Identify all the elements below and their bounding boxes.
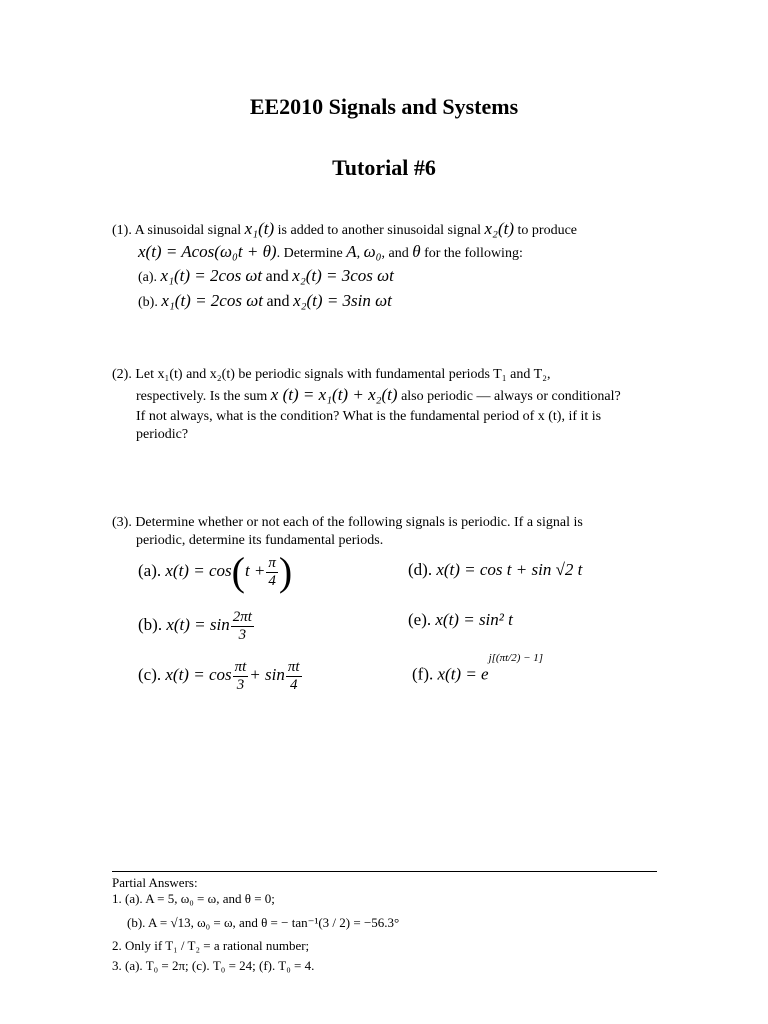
q1-line2: x(t) = Acos(ω₀t + θ). Determine A, ω₀, and θ for the following: (138, 242, 523, 261)
q1-part-b-x2: x₂(t) = 3sin ωt (293, 291, 392, 310)
q1-part-b-label: (b). (138, 295, 158, 310)
q2-line1: (2). Let x₁(t) and x₂(t) be periodic signals with fundamental periods T₁ and T₂, (112, 367, 551, 382)
q1-eq-main: x(t) = Acos(ω₀t + θ) (138, 242, 277, 261)
q1-sym-theta: θ (412, 242, 421, 261)
q3-line1: (3). Determine whether or not each of the following signals is periodic. If a signal is (112, 515, 583, 530)
q3-d-eq: x(t) = cos t + sin √2 t (436, 560, 583, 579)
q3-c-den1: 3 (236, 676, 245, 693)
q1-part-a-x1: x₁(t) = 2cos ωt (160, 266, 263, 285)
answers-line3: 2. Only if T₁ / T₂ = a rational number; (112, 938, 310, 953)
q1-sym-w0: ω₀ (363, 242, 382, 261)
q3-b-den: 3 (238, 626, 247, 643)
q1-part-a-x2: x₂(t) = 3cos ωt (292, 266, 394, 285)
q1-part-b-x1: x₁(t) = 2cos ωt (161, 291, 263, 310)
q3-b-num: 2πt (232, 608, 252, 625)
q3-c-fraction-2 (286, 659, 302, 694)
q3-c-den2: 4 (289, 676, 298, 693)
q3-d-label: (d). (408, 560, 433, 579)
q1-text-c: to produce (517, 223, 577, 238)
q3-b-fraction (231, 609, 254, 644)
q1-text-b: is added to another sinusoidal signal (277, 223, 481, 238)
q1-part-b (138, 292, 392, 312)
q1-sym-x1: x₁(t) (244, 219, 275, 238)
q1-text-d: . Determine (276, 246, 343, 261)
q1-sym-A: A (346, 242, 357, 261)
q1-text-a: A sinusoidal signal (134, 223, 242, 238)
q3-c-lhs: x(t) = cos (165, 665, 232, 684)
q3-c-num2: πt (287, 658, 300, 675)
q1-sym-x2: x₂(t) (484, 219, 515, 238)
q3-a-t: t + (244, 561, 266, 580)
q3-a-fraction (266, 555, 278, 590)
q3-a-lhs: x(t) = cos (165, 561, 232, 580)
q3-c-num1: πt (234, 658, 247, 675)
q3-item-d (408, 560, 582, 580)
q1-text-f: for the following: (424, 246, 523, 261)
q3-a-den: 4 (268, 572, 276, 589)
q3-c-plus: + sin (249, 665, 285, 684)
q1-part-a-and: and (265, 268, 289, 285)
q3-b-label: (b). (138, 615, 163, 634)
q1-text-e: , and (381, 246, 409, 261)
answers-line4: 3. (a). T₀ = 2π; (c). T₀ = 24; (f). T₀ = 4. (112, 958, 315, 973)
q2-line4: periodic? (136, 427, 189, 442)
q1-part-a-label: (a). (138, 270, 158, 285)
q3-e-label: (e). (408, 610, 432, 629)
q2-line2b: also periodic — always or conditional? (401, 389, 621, 404)
q1-part-b-and: and (266, 293, 290, 310)
q3-c-label: (c). (138, 665, 162, 684)
answers-divider (112, 871, 657, 872)
q3-f-label: (f). (412, 664, 434, 684)
q3-f-lhs: x(t) = e (437, 664, 489, 684)
answers-heading: Partial Answers: (112, 875, 198, 890)
q2-line2a: respectively. Is the sum (136, 389, 268, 404)
q1-line1 (112, 220, 577, 240)
q3-f-exponent: j[(πt/2) − 1] (488, 652, 544, 664)
q3-c-fraction-1 (233, 659, 249, 694)
page-title: EE2010 Signals and Systems (249, 94, 519, 119)
q3-a-label: (a). (138, 561, 162, 580)
answers-line1: 1. (a). A = 5, ω₀ = ω, and θ = 0; (112, 891, 275, 906)
answers-line2: (b). A = √13, ω₀ = ω, and θ = − tan⁻¹(3 / 2) = −56.3° (127, 915, 400, 930)
q2-line2-eq: x (t) = x₁(t) + x₂(t) (270, 385, 398, 404)
q1-part-a (138, 267, 394, 287)
page-subtitle: Tutorial #6 (332, 155, 436, 180)
q3-e-eq: x(t) = sin² t (435, 610, 513, 629)
q2-line2 (136, 386, 621, 406)
q3-b-lhs: x(t) = sin (166, 615, 230, 634)
q3-item-c (138, 655, 303, 695)
q2-line3: If not always, what is the condition? What is the fundamental period of x (t), if it is (136, 409, 602, 424)
q3-item-a (138, 548, 292, 594)
q3-a-close-paren: ) (278, 549, 293, 595)
q3-item-e (408, 610, 513, 630)
q3-a-open-paren: ( (231, 549, 245, 595)
q3-item-b (138, 605, 255, 645)
q1-label: (1). (112, 223, 132, 238)
q3-a-num: π (268, 554, 276, 571)
q3-line2: periodic, determine its fundamental periods. (136, 533, 384, 548)
